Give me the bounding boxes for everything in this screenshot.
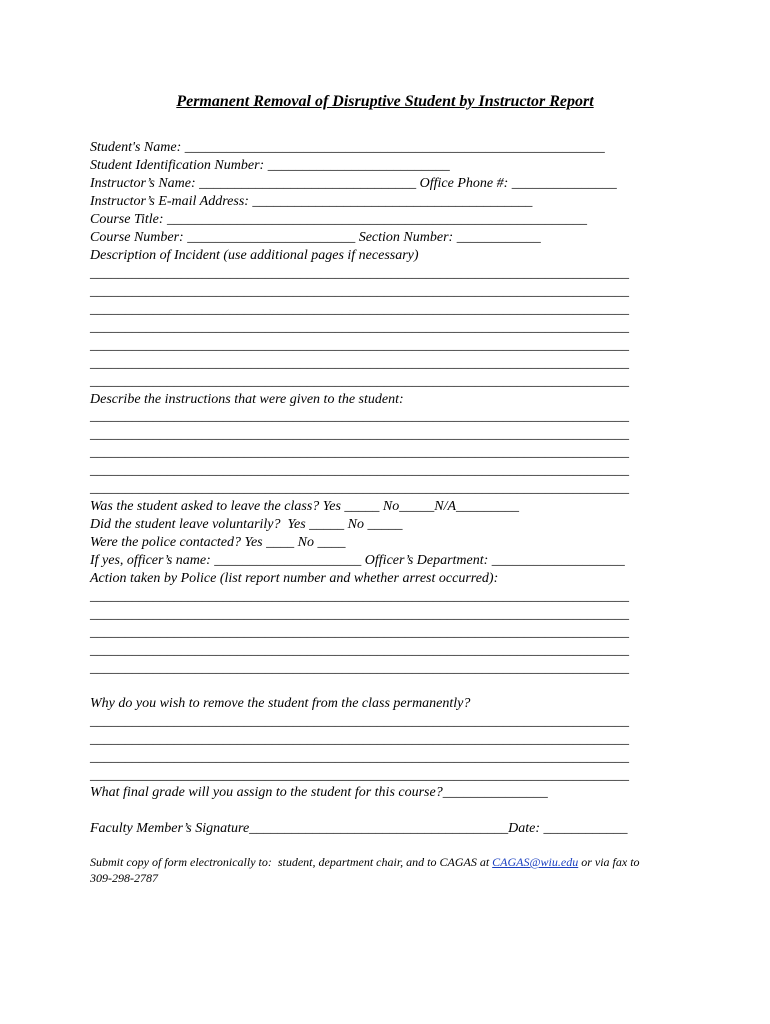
- police-contacted-question[interactable]: Were the police contacted? Yes ____ No ____: [90, 535, 346, 550]
- footer-instructions: [90, 854, 640, 872]
- incident-blank-line[interactable]: _____________________________________________________________________________: [90, 338, 629, 353]
- incident-blank-line[interactable]: _____________________________________________________________________________: [90, 374, 629, 389]
- instructions-blank-line[interactable]: _____________________________________________________________________________: [90, 481, 629, 496]
- police-action-label: Action taken by Police (list report number and whether arrest occurred):: [90, 571, 499, 586]
- removal-reason-label: Why do you wish to remove the student from the class permanently?: [90, 696, 471, 711]
- course-section-number-field[interactable]: Course Number: ________________________ Section Number: ____________: [90, 230, 541, 245]
- fax-number: 309-298-2787: [90, 871, 158, 885]
- instructor-email-field[interactable]: Instructor’s E-mail Address: ________________________________________: [90, 194, 533, 209]
- instructions-blank-line[interactable]: _____________________________________________________________________________: [90, 427, 629, 442]
- instructions-blank-line[interactable]: _____________________________________________________________________________: [90, 445, 629, 460]
- final-grade-field[interactable]: What final grade will you assign to the student for this course?_______________: [90, 785, 548, 800]
- instructor-name-phone-field[interactable]: Instructor’s Name: _______________________________ Office Phone #: _______________: [90, 176, 617, 191]
- police-action-blank-line[interactable]: _____________________________________________________________________________: [90, 589, 629, 604]
- instructions-blank-line[interactable]: _____________________________________________________________________________: [90, 463, 629, 478]
- removal-reason-blank-line[interactable]: _____________________________________________________________________________: [90, 714, 629, 729]
- instructions-blank-line[interactable]: _____________________________________________________________________________: [90, 409, 629, 424]
- left-voluntarily-question[interactable]: Did the student leave voluntarily? Yes _____ No _____: [90, 517, 403, 532]
- incident-blank-line[interactable]: _____________________________________________________________________________: [90, 320, 629, 335]
- footer-suffix: or via fax to: [578, 855, 640, 869]
- officer-name-department-field[interactable]: If yes, officer’s name: _____________________ Officer’s Department: ___________________: [90, 553, 625, 568]
- footer-prefix: Submit copy of form electronically to: student, department chair, and to CAGAS at: [90, 855, 493, 869]
- incident-blank-line[interactable]: _____________________________________________________________________________: [90, 302, 629, 317]
- removal-reason-blank-line[interactable]: _____________________________________________________________________________: [90, 732, 629, 747]
- incident-blank-line[interactable]: _____________________________________________________________________________: [90, 284, 629, 299]
- police-action-blank-line[interactable]: _____________________________________________________________________________: [90, 607, 629, 622]
- police-action-blank-line[interactable]: _____________________________________________________________________________: [90, 625, 629, 640]
- signature-date-field[interactable]: Faculty Member’s Signature_____________________________________Date: ____________: [90, 821, 628, 836]
- removal-reason-blank-line[interactable]: _____________________________________________________________________________: [90, 768, 629, 783]
- police-action-blank-line[interactable]: _____________________________________________________________________________: [90, 643, 629, 658]
- asked-to-leave-question[interactable]: Was the student asked to leave the class? Yes _____ No_____N/A_________: [90, 499, 520, 514]
- removal-reason-blank-line[interactable]: _____________________________________________________________________________: [90, 750, 629, 765]
- incident-blank-line[interactable]: _____________________________________________________________________________: [90, 356, 629, 371]
- incident-description-label: Description of Incident (use additional pages if necessary): [90, 248, 419, 263]
- student-id-field[interactable]: Student Identification Number: __________________________: [90, 158, 450, 173]
- student-name-field[interactable]: Student's Name: ____________________________________________________________: [90, 140, 605, 155]
- incident-blank-line[interactable]: _____________________________________________________________________________: [90, 266, 629, 281]
- instructions-label: Describe the instructions that were given to the student:: [90, 392, 404, 407]
- police-action-blank-line[interactable]: _____________________________________________________________________________: [90, 661, 629, 676]
- course-title-field[interactable]: Course Title: ____________________________________________________________: [90, 212, 588, 227]
- form-title: Permanent Removal of Disruptive Student by Instructor Report: [176, 93, 594, 110]
- cagas-email-link[interactable]: CAGAS@wiu.edu: [492, 855, 579, 869]
